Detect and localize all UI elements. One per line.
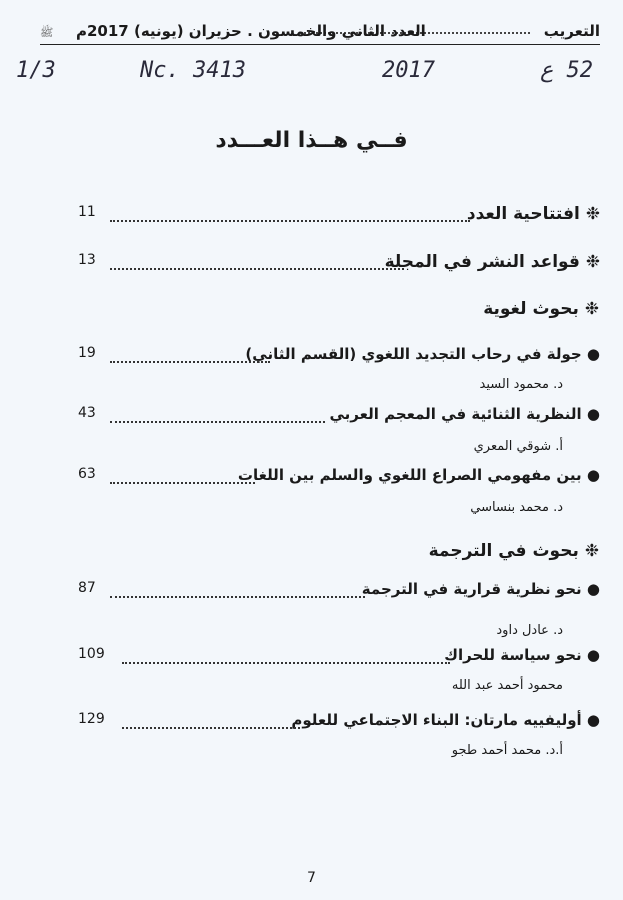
toc-entry-label: ❉ افتتاحية العدد — [466, 204, 600, 224]
dot-leader — [122, 662, 450, 664]
article-author: د. محمود السيد — [479, 377, 563, 392]
toc-page-number: 109 — [78, 646, 105, 662]
toc-entry-label: ● أوليفييه مارتان: البناء الاجتماعي للعلوم — [291, 711, 600, 729]
section-heading-linguistic-research: ❉ بحوث لغوية — [483, 299, 599, 319]
toc-entry-label: ● نحو سياسة للحراك — [444, 646, 600, 664]
handwritten-year: 2017 — [382, 58, 435, 83]
toc-entry-article[interactable] — [60, 580, 600, 610]
toc-page-number: 19 — [78, 345, 96, 361]
article-author: د. عادل داود — [496, 623, 563, 638]
toc-page-number: 129 — [78, 711, 105, 727]
toc-entry-article[interactable] — [60, 466, 600, 496]
toc-entry-article[interactable] — [60, 405, 600, 435]
handwritten-ref: Nc. 3413 — [140, 58, 246, 83]
toc-page-number: 43 — [78, 405, 96, 421]
dot-leader — [110, 596, 365, 598]
dot-leader — [110, 220, 470, 222]
handwritten-code: 52 ع — [540, 58, 593, 83]
issue-info: العدد الثاني والخمسون . حزيران (يونيه) 2017م — [76, 22, 426, 40]
article-author: محمود أحمد عبد الله — [451, 678, 563, 693]
handwritten-fraction: 1/3 — [16, 58, 56, 83]
toc-entry-label: ● بين مفهومي الصراع اللغوي والسلم بين اللغات — [237, 466, 600, 484]
toc-entry-editorial[interactable] — [60, 204, 600, 234]
toc-entry-label: ❉ قواعد النشر في المجلة — [384, 252, 600, 272]
page-title: فــي هــذا العـــدد — [215, 128, 408, 153]
dot-leader — [110, 482, 255, 484]
article-author: أ. شوقي المعري — [473, 439, 563, 454]
toc-entry-publishing-rules[interactable] — [60, 252, 600, 282]
dot-leader — [110, 421, 325, 423]
toc-page-number: 13 — [78, 252, 96, 268]
running-header — [40, 14, 600, 45]
magazine-name: التعريب — [543, 22, 600, 40]
header-glyph: ﷺ — [40, 26, 54, 39]
toc-entry-label: ● النظرية الثنائية في المعجم العربي — [329, 405, 600, 423]
toc-entry-article[interactable] — [60, 711, 600, 741]
dot-leader — [110, 268, 404, 270]
toc-entry-article[interactable] — [60, 646, 600, 676]
section-heading-translation-research: ❉ بحوث في الترجمة — [428, 541, 599, 561]
dot-leader — [122, 727, 300, 729]
toc-page-number: 63 — [78, 466, 96, 482]
toc-entry-label: ● نحو نظرية قرارية في الترجمة — [361, 580, 600, 598]
page-number: 7 — [307, 870, 316, 886]
toc-entry-article[interactable] — [60, 345, 600, 375]
toc-page-number: 11 — [78, 204, 96, 220]
toc-entry-label: ● جولة في رحاب التجديد اللغوي (القسم الثاني) — [245, 345, 600, 363]
article-author: أ.د. محمد أحمد طجو — [451, 743, 563, 758]
toc-page-number: 87 — [78, 580, 96, 596]
article-author: د. محمد بنساسي — [470, 500, 563, 515]
dot-leader — [110, 361, 270, 363]
